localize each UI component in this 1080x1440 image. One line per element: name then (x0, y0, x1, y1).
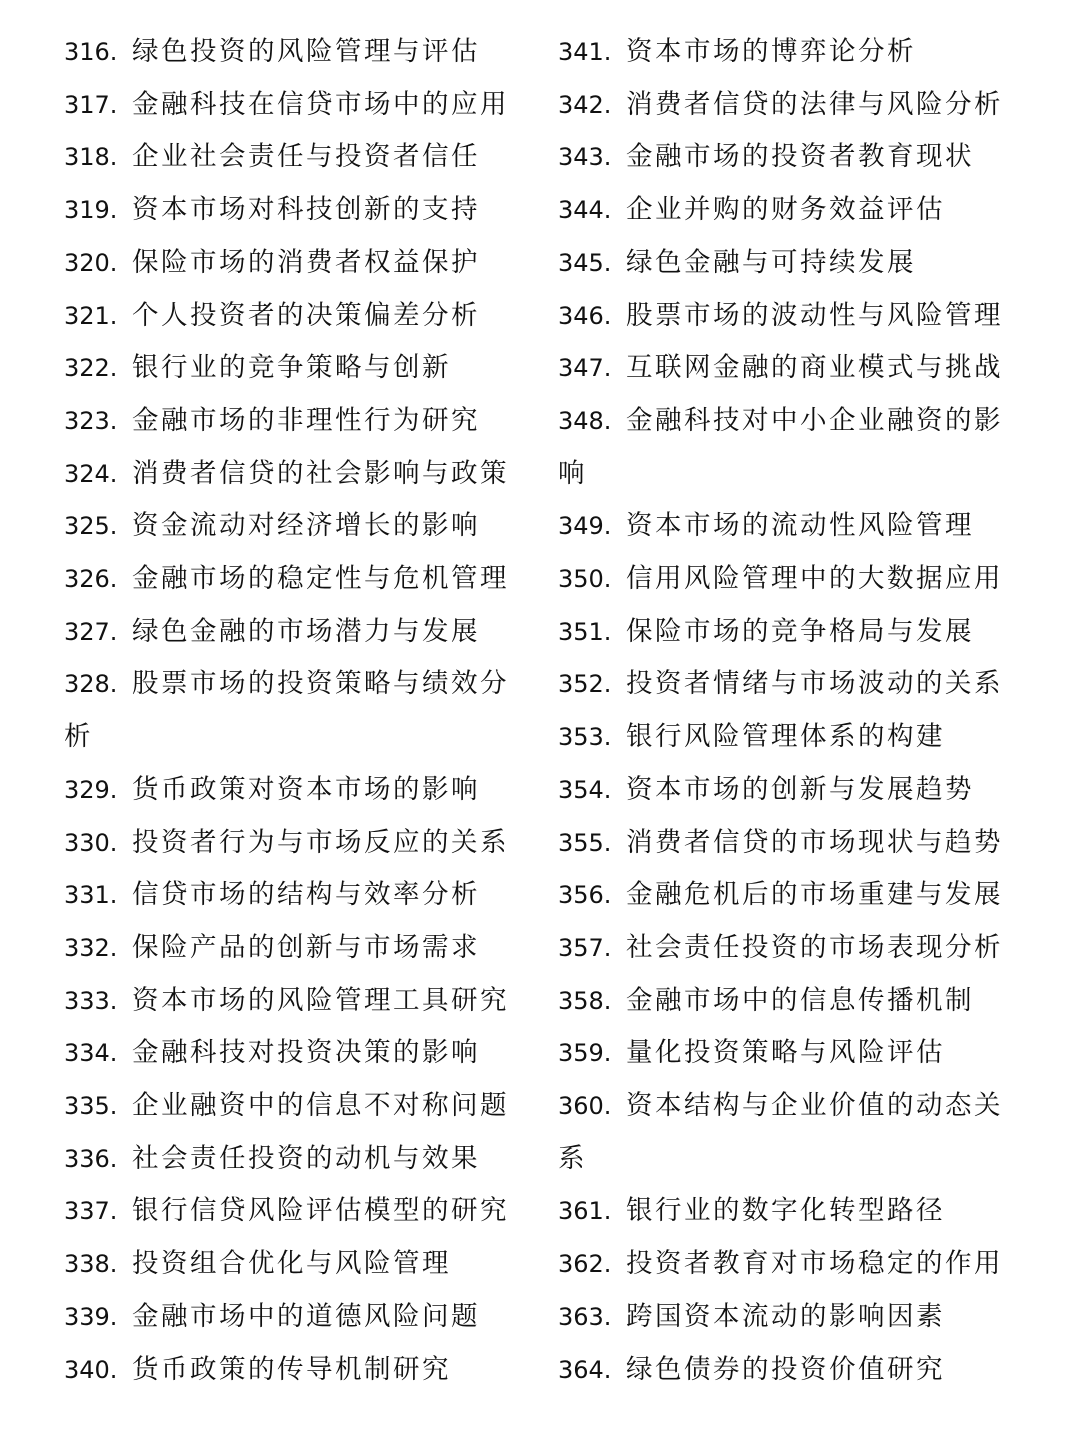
topic-number: 341. (558, 38, 612, 66)
topic-list-item (64, 1133, 530, 1186)
topic-number: 352. (558, 670, 612, 699)
topic-number: 324. (64, 459, 118, 488)
topic-title: 社会责任投资的市场表现分析 (626, 931, 1003, 963)
topic-number: 360. (558, 1092, 612, 1121)
topic-title: 货币政策的传导机制研究 (132, 1353, 451, 1385)
topic-number: 339. (64, 1302, 118, 1331)
topic-number: 335. (64, 1092, 118, 1121)
topic-column-left (64, 26, 530, 1396)
topic-number: 345. (558, 248, 612, 277)
topic-number: 354. (558, 775, 612, 804)
topic-title: 资本市场对科技创新的支持 (132, 194, 480, 226)
topic-number: 358. (558, 986, 612, 1015)
topic-list-item (64, 975, 530, 1028)
topic-title: 投资者教育对市场稳定的作用 (626, 1248, 1003, 1280)
topic-title: 社会责任投资的动机与效果 (132, 1142, 480, 1174)
topic-number: 344. (558, 196, 612, 225)
topic-column-right (558, 26, 1020, 1396)
topic-list-item (558, 26, 1020, 79)
topic-title: 绿色投资的风险管理与评估 (132, 36, 480, 67)
topic-number: 347. (558, 354, 612, 383)
topic-number: 359. (558, 1039, 612, 1068)
topic-title: 金融危机后的市场重建与发展 (626, 879, 1003, 911)
topic-title: 绿色金融与可持续发展 (626, 246, 916, 278)
topic-title: 金融市场的稳定性与危机管理 (132, 563, 509, 595)
topic-title: 绿色金融的市场潜力与发展 (132, 615, 480, 647)
topic-number: 317. (64, 90, 118, 119)
topic-number: 340. (64, 1355, 118, 1384)
topic-number: 329. (64, 775, 118, 804)
topic-title: 消费者信贷的法律与风险分析 (626, 88, 1003, 120)
topic-list-item (558, 1080, 1020, 1185)
topic-title: 资本结构与企业价值的动态关系 (558, 1090, 1003, 1174)
topic-title: 资本市场的创新与发展趋势 (626, 773, 974, 805)
topic-number: 322. (64, 354, 118, 383)
topic-title: 保险产品的创新与市场需求 (132, 931, 480, 963)
topic-list-item (558, 817, 1020, 870)
topic-number: 348. (558, 406, 612, 435)
topic-title: 银行信贷风险评估模型的研究 (132, 1195, 509, 1227)
topic-number: 323. (64, 406, 118, 435)
topic-list-item (64, 79, 530, 132)
topic-number: 356. (558, 881, 612, 910)
topic-title: 投资组合优化与风险管理 (132, 1248, 451, 1280)
topic-list-item (64, 1185, 530, 1238)
topic-number: 325. (64, 512, 118, 541)
topic-number: 351. (558, 617, 612, 646)
topic-list-item (558, 553, 1020, 606)
topic-title: 金融市场中的信息传播机制 (626, 984, 974, 1016)
topic-number: 332. (64, 933, 118, 962)
topic-title: 信贷市场的结构与效率分析 (132, 879, 480, 911)
topic-title: 绿色债券的投资价值研究 (626, 1353, 945, 1385)
topic-list-item (558, 1238, 1020, 1291)
topic-number: 316. (64, 38, 118, 66)
topic-number: 364. (558, 1355, 612, 1384)
topic-list-item (64, 26, 530, 79)
topic-number: 327. (64, 617, 118, 646)
topic-list-item (558, 711, 1020, 764)
topic-title: 金融市场的非理性行为研究 (132, 404, 480, 436)
topic-list-item (558, 1291, 1020, 1344)
topic-list-item (64, 606, 530, 659)
topic-list-item (64, 342, 530, 395)
topic-list-item (558, 131, 1020, 184)
topic-list-item (558, 184, 1020, 237)
topic-title: 银行业的数字化转型路径 (626, 1195, 945, 1227)
topic-list-item (558, 79, 1020, 132)
topic-list-item (64, 553, 530, 606)
topic-list-item (558, 764, 1020, 817)
topic-title: 互联网金融的商业模式与挑战 (626, 352, 1003, 384)
topic-list-item (64, 817, 530, 870)
topic-list-item (64, 131, 530, 184)
topic-list-item (64, 1291, 530, 1344)
topic-number: 353. (558, 723, 612, 752)
topic-number: 342. (558, 90, 612, 119)
topic-list-item (64, 395, 530, 448)
topic-number: 333. (64, 986, 118, 1015)
topic-number: 337. (64, 1197, 118, 1226)
topic-title: 企业并购的财务效益评估 (626, 194, 945, 226)
topic-list-item (558, 1027, 1020, 1080)
topic-number: 361. (558, 1197, 612, 1226)
topic-list-item (558, 290, 1020, 343)
topic-title: 企业融资中的信息不对称问题 (132, 1090, 509, 1122)
topic-number: 349. (558, 512, 612, 541)
topic-title: 保险市场的消费者权益保护 (132, 246, 480, 278)
topic-title: 量化投资策略与风险评估 (626, 1037, 945, 1069)
topic-title: 金融科技对投资决策的影响 (132, 1037, 480, 1069)
topic-list-item (558, 1344, 1020, 1397)
topic-number: 330. (64, 828, 118, 857)
topic-title: 投资者情绪与市场波动的关系 (626, 668, 1003, 700)
topic-title: 资本市场的风险管理工具研究 (132, 984, 509, 1016)
topic-list-item (64, 184, 530, 237)
topic-number: 326. (64, 565, 118, 594)
topic-number: 355. (558, 828, 612, 857)
topic-number: 334. (64, 1039, 118, 1068)
topic-title: 保险市场的竞争格局与发展 (626, 615, 974, 647)
topic-list-item (64, 448, 530, 501)
topic-number: 363. (558, 1302, 612, 1331)
topic-number: 336. (64, 1144, 118, 1173)
topic-title: 金融市场的投资者教育现状 (626, 141, 974, 173)
topic-title: 跨国资本流动的影响因素 (626, 1300, 945, 1332)
topic-title: 金融市场中的道德风险问题 (132, 1300, 480, 1332)
topic-number: 343. (558, 143, 612, 172)
topic-title: 投资者行为与市场反应的关系 (132, 826, 509, 858)
topic-title: 资本市场的流动性风险管理 (626, 510, 974, 542)
topic-title: 信用风险管理中的大数据应用 (626, 563, 1003, 595)
topic-list-item (64, 237, 530, 290)
topic-number: 362. (558, 1250, 612, 1279)
topic-list-item (64, 1238, 530, 1291)
topic-list-item (64, 1344, 530, 1397)
topic-number: 338. (64, 1250, 118, 1279)
topic-list-item (64, 764, 530, 817)
topic-list-item (64, 922, 530, 975)
topic-title: 消费者信贷的市场现状与趋势 (626, 826, 1003, 858)
topic-list-item (558, 606, 1020, 659)
topic-list-item (64, 290, 530, 343)
topic-number: 331. (64, 881, 118, 910)
topic-title: 股票市场的投资策略与绩效分析 (64, 668, 509, 753)
topic-number: 320. (64, 248, 118, 277)
topic-title: 个人投资者的决策偏差分析 (132, 299, 480, 331)
topic-list-item (558, 1185, 1020, 1238)
topic-list-item (558, 237, 1020, 290)
topic-list-item (558, 395, 1020, 500)
topic-title: 货币政策对资本市场的影响 (132, 773, 480, 805)
topic-title: 消费者信贷的社会影响与政策 (132, 457, 509, 489)
topic-list-item (558, 869, 1020, 922)
topic-title: 银行风险管理体系的构建 (626, 721, 945, 753)
topic-title: 企业社会责任与投资者信任 (132, 141, 480, 173)
topic-title: 银行业的竞争策略与创新 (132, 352, 451, 384)
topic-title: 资本市场的博弈论分析 (626, 36, 916, 67)
topic-list-item (64, 500, 530, 553)
topic-list-item (558, 500, 1020, 553)
topic-title: 金融科技在信贷市场中的应用 (132, 88, 509, 120)
topic-number: 350. (558, 565, 612, 594)
topic-title: 金融科技对中小企业融资的影响 (558, 404, 1003, 489)
topic-list-item (558, 975, 1020, 1028)
topic-number: 321. (64, 301, 118, 330)
topic-number: 318. (64, 143, 118, 172)
topic-number: 357. (558, 933, 612, 962)
topic-number: 346. (558, 301, 612, 330)
topic-list-item (64, 1080, 530, 1133)
topic-list-item (64, 869, 530, 922)
topic-title: 股票市场的波动性与风险管理 (626, 299, 1003, 331)
topic-list-item (558, 922, 1020, 975)
topic-list-item (558, 342, 1020, 395)
topic-number: 328. (64, 670, 118, 699)
topic-list-item (558, 658, 1020, 711)
topic-list-item (64, 658, 530, 763)
topic-number: 319. (64, 196, 118, 225)
topic-title: 资金流动对经济增长的影响 (132, 510, 480, 542)
topic-list-item (64, 1027, 530, 1080)
